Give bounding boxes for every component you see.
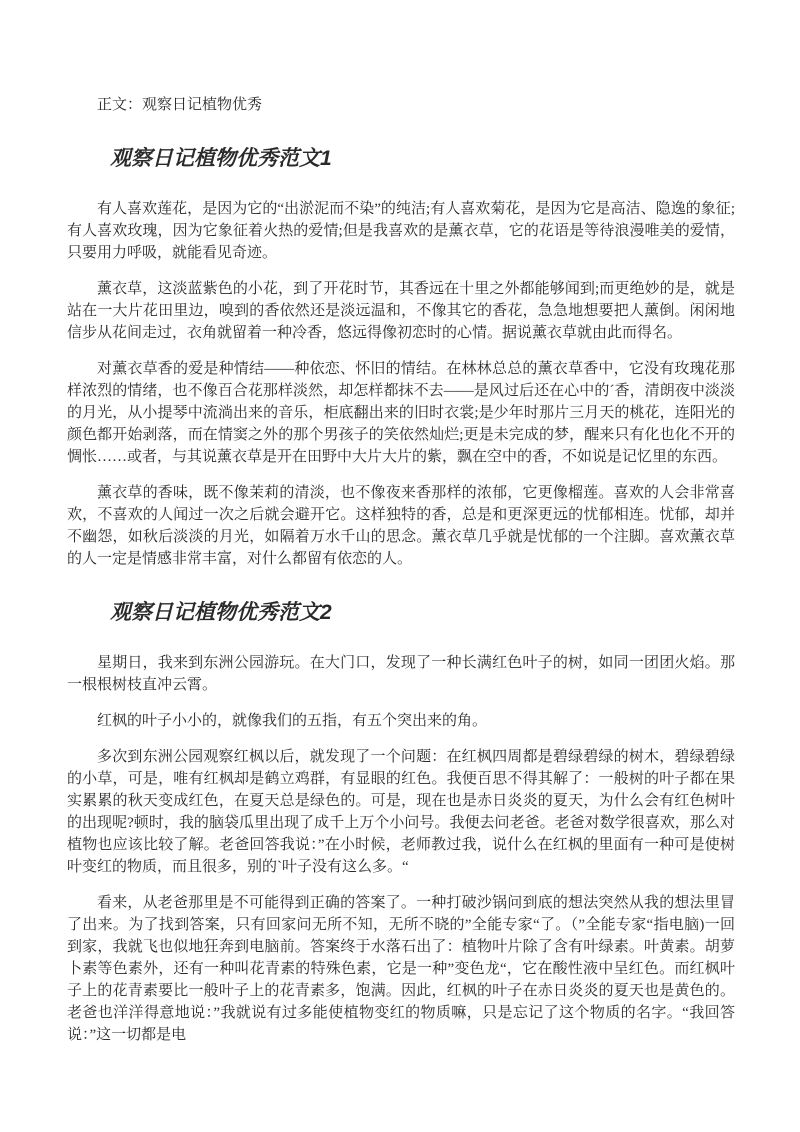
intro-line: 正文：观察日记植物优秀: [97, 97, 263, 113]
body-paragraph: 薰衣草，这淡蓝紫色的小花，到了开花时节，其香远在十里之外都能够闻到;而更绝妙的是，就是站在一大片花田里边，嗅到的香依然还是淡远温和，不像其它的香花，急急地想要把人薰倒。闲闲地信步从花间走过，衣角就留着一种冷香，悠远得像初恋时的心情。据说薰衣草就由此而得名。: [67, 281, 735, 341]
section-1-heading: 观察日记植物优秀范文1: [110, 147, 332, 170]
body-paragraph: 看来，从老爸那里是不可能得到正确的答案了。一种打破沙锅问到底的想法突然从我的想法里冒了出来。为了找到答案，只有回家问无所不知，无所不晓的”全能专家“了。（”全能专家“指电脑)一回到家，我就飞也似地狂奔到电脑前。答案终于水落石出了：植物叶片除了含有叶绿素。叶黄素。胡萝卜素等色素外，还有一种叫花青素的特殊色素，它是一种”变色龙“，它在酸性液中呈红色。而红枫叶子上的花青素要比一般叶子上的花青素多，饱满。因此，红枫的叶子在赤日炎炎的夏天也是黄色的。老爸也洋洋得意地说：”我就说有过多能使植物变红的物质嘛，只是忘记了这个物质的名字。“我回答说：”这一切都是电: [67, 895, 735, 1043]
section-2: [67, 600, 735, 1046]
section-1: [67, 146, 735, 570]
section-2-heading: 观察日记植物优秀范文2: [110, 601, 332, 624]
body-paragraph: 有人喜欢莲花，是因为它的“出淤泥而不染”的纯洁;有人喜欢菊花，是因为它是高洁、隐逸的象征;有人喜欢玫瑰，因为它象征着火热的爱情;但是我喜欢的是薰衣草，它的花语是等待浪漫唯美的爱情，只要用力呼吸，就能看见奇迹。: [67, 201, 735, 261]
body-paragraph: 对薰衣草香的爱是种情结——种依恋、怀旧的情结。在林林总总的薰衣草香中，它没有玫瑰花那样浓烈的情绪，也不像百合花那样淡然，却怎样都抹不去——是风过后还在心中的ˊ香，清朗夜中淡淡的月光，从小提琴中流淌出来的音乐，柜底翻出来的旧时衣裳;是少年时那片三月天的桃花，连阳光的颜色都开始剥落，而在情窦之外的那个男孩子的笑依然灿烂;更是未完成的梦，醒来只有化也化不开的惆怅……或者，与其说薰衣草是开在田野中大片大片的紫，飘在空中的香，不如说是记忆里的东西。: [67, 361, 735, 465]
body-paragraph: 红枫的叶子小小的，就像我们的五指，有五个突出来的角。: [97, 713, 488, 729]
body-paragraph: 多次到东洲公园观察红枫以后，就发现了一个问题：在红枫四周都是碧绿碧绿的树木，碧绿碧绿的小草，可是，唯有红枫却是鹤立鸡群，有显眼的红色。我便百思不得其解了：一般树的叶子都在果实累累的秋天变成红色，在夏天总是绿色的。可是，现在也是赤日炎炎的夏天，为什么会有红色树叶的出现呢?顿时，我的脑袋瓜里出现了成千上万个小问号。我便去问老爸。老爸对数学很喜欢，那么对植物也应该比较了解。老爸回答我说：”在小时候，老师教过我，说什么在红枫的里面有一种可是使树叶变红的物质，而且很多，别的`叶子没有这么多。“: [67, 749, 735, 875]
body-paragraph: 薰衣草的香味，既不像茉莉的清淡，也不像夜来香那样的浓郁，它更像榴莲。喜欢的人会非常喜欢，不喜欢的人闻过一次之后就会避开它。这样独特的香，总是和更深更远的忧郁相连。忧郁，却并不幽怨，如秋后淡淡的月光，如隔着万水千山的思念。薰衣草几乎就是忧郁的一个注脚。喜欢薰衣草的人一定是情感非常丰富，对什么都留有依恋的人。: [67, 485, 735, 567]
body-paragraph: 星期日，我来到东洲公园游玩。在大门口，发现了一种长满红色叶子的树，如同一团团火焰。那一根根树枝直冲云霄。: [67, 655, 735, 693]
